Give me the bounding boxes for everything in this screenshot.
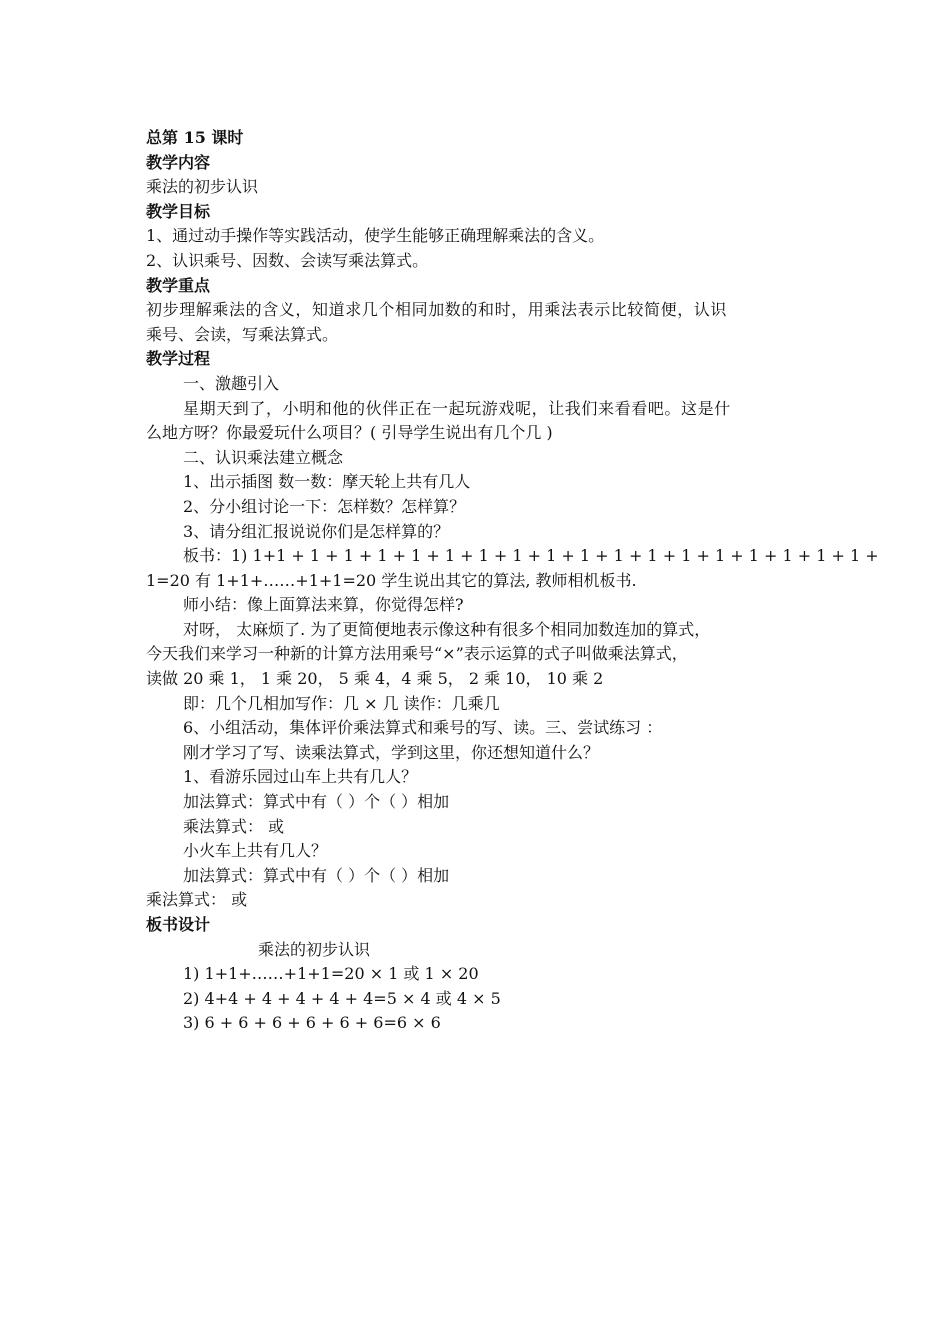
process-item: 2、分小组讨论一下：怎样数？怎样算？: [183, 496, 466, 516]
process-item: 1、看游乐园过山车上共有几人？: [183, 767, 418, 787]
process-paragraph-line: 对呀， 太麻烦了. 为了更简便地表示像这种有很多个相同加数连加的算式，: [183, 619, 711, 639]
teaching-content-text: 乘法的初步认识: [146, 177, 259, 197]
goal-item-1: 1、通过动手操作等实践活动，使学生能够正确理解乘法的含义。: [146, 226, 605, 246]
lesson-number: 总第 15 课时: [146, 128, 244, 147]
heading-teaching-process: 教学过程: [146, 349, 211, 369]
teacher-summary: 师小结：像上面算法来算，你觉得怎样?: [183, 595, 464, 615]
process-item: 即：几个几相加写作：几 × 几 读作：几乘几: [183, 693, 500, 713]
exercise-line: 乘法算式： 或: [146, 890, 248, 910]
process-item: 3、请分组汇报说说你们是怎样算的？: [183, 521, 450, 541]
exercise-line: 加法算式：算式中有（ ）个（ ）相加: [183, 865, 450, 885]
goal-item-2: 2、认识乘号、因数、会读写乘法算式。: [146, 250, 429, 270]
heading-board-design: 板书设计: [146, 915, 211, 934]
process-item: 刚才学习了写、读乘法算式，学到这里，你还想知道什么？: [183, 742, 600, 762]
exercise-line: 小火车上共有几人？: [183, 841, 328, 861]
board-writing-line: 板书：1) 1+1 + 1 + 1 + 1 + 1 + 1 + 1 + 1 + 1 + 1 + 1 + 1 + 1 + 1 + 1 + 1 + 1 + 1 +: [183, 546, 879, 566]
process-step-concept: 二、认识乘法建立概念: [183, 447, 344, 467]
process-item: 1、出示插图 数一数：摩天轮上共有几人: [183, 472, 471, 492]
process-item: 6、小组活动，集体评价乘法算式和乘号的写、读。三、尝试练习 ：: [183, 718, 663, 738]
board-title: 乘法的初步认识: [258, 939, 371, 959]
board-line: 3) 6 + 6 + 6 + 6 + 6 + 6=6 × 6: [183, 1013, 441, 1033]
process-paragraph-line: 今天我们来学习一种新的计算方法用乘号“×”表示运算的式子叫做乘法算式，: [146, 644, 688, 664]
exercise-line: 加法算式：算式中有（ ）个（ ）相加: [183, 792, 450, 812]
exercise-line: 乘法算式： 或: [183, 816, 285, 836]
process-paragraph-line: 读做 20 乘 1， 1 乘 20， 5 乘 4，4 乘 5， 2 乘 10， 10 乘 2: [146, 669, 604, 689]
board-writing-line: 1=20 有 1+1+……+1+1=20 学生说出其它的算法, 教师相机板书.: [146, 570, 637, 590]
heading-teaching-goals: 教学目标: [146, 201, 211, 221]
heading-teaching-content: 教学内容: [146, 152, 211, 172]
process-paragraph-line: 星期天到了，小明和他的伙伴正在一起玩游戏呢，让我们来看看吧。这是什: [183, 398, 731, 418]
board-line: 2) 4+4 + 4 + 4 + 4 + 4=5 × 4 或 4 × 5: [183, 988, 501, 1008]
process-paragraph-line: 么地方呀？你最爱玩什么项目？( 引导学生说出有几个几 ): [146, 423, 553, 443]
key-points-line-1: 初步理解乘法的含义，知道求几个相同加数的和时，用乘法表示比较简便，认识: [146, 300, 728, 320]
key-points-line-2: 乘号、会读，写乘法算式。: [146, 324, 339, 344]
board-line: 1) 1+1+……+1+1=20 × 1 或 1 × 20: [183, 964, 479, 984]
process-step-intro: 一、激趣引入: [183, 373, 280, 393]
heading-key-points: 教学重点: [146, 275, 211, 295]
lesson-plan-document: [146, 126, 879, 1036]
